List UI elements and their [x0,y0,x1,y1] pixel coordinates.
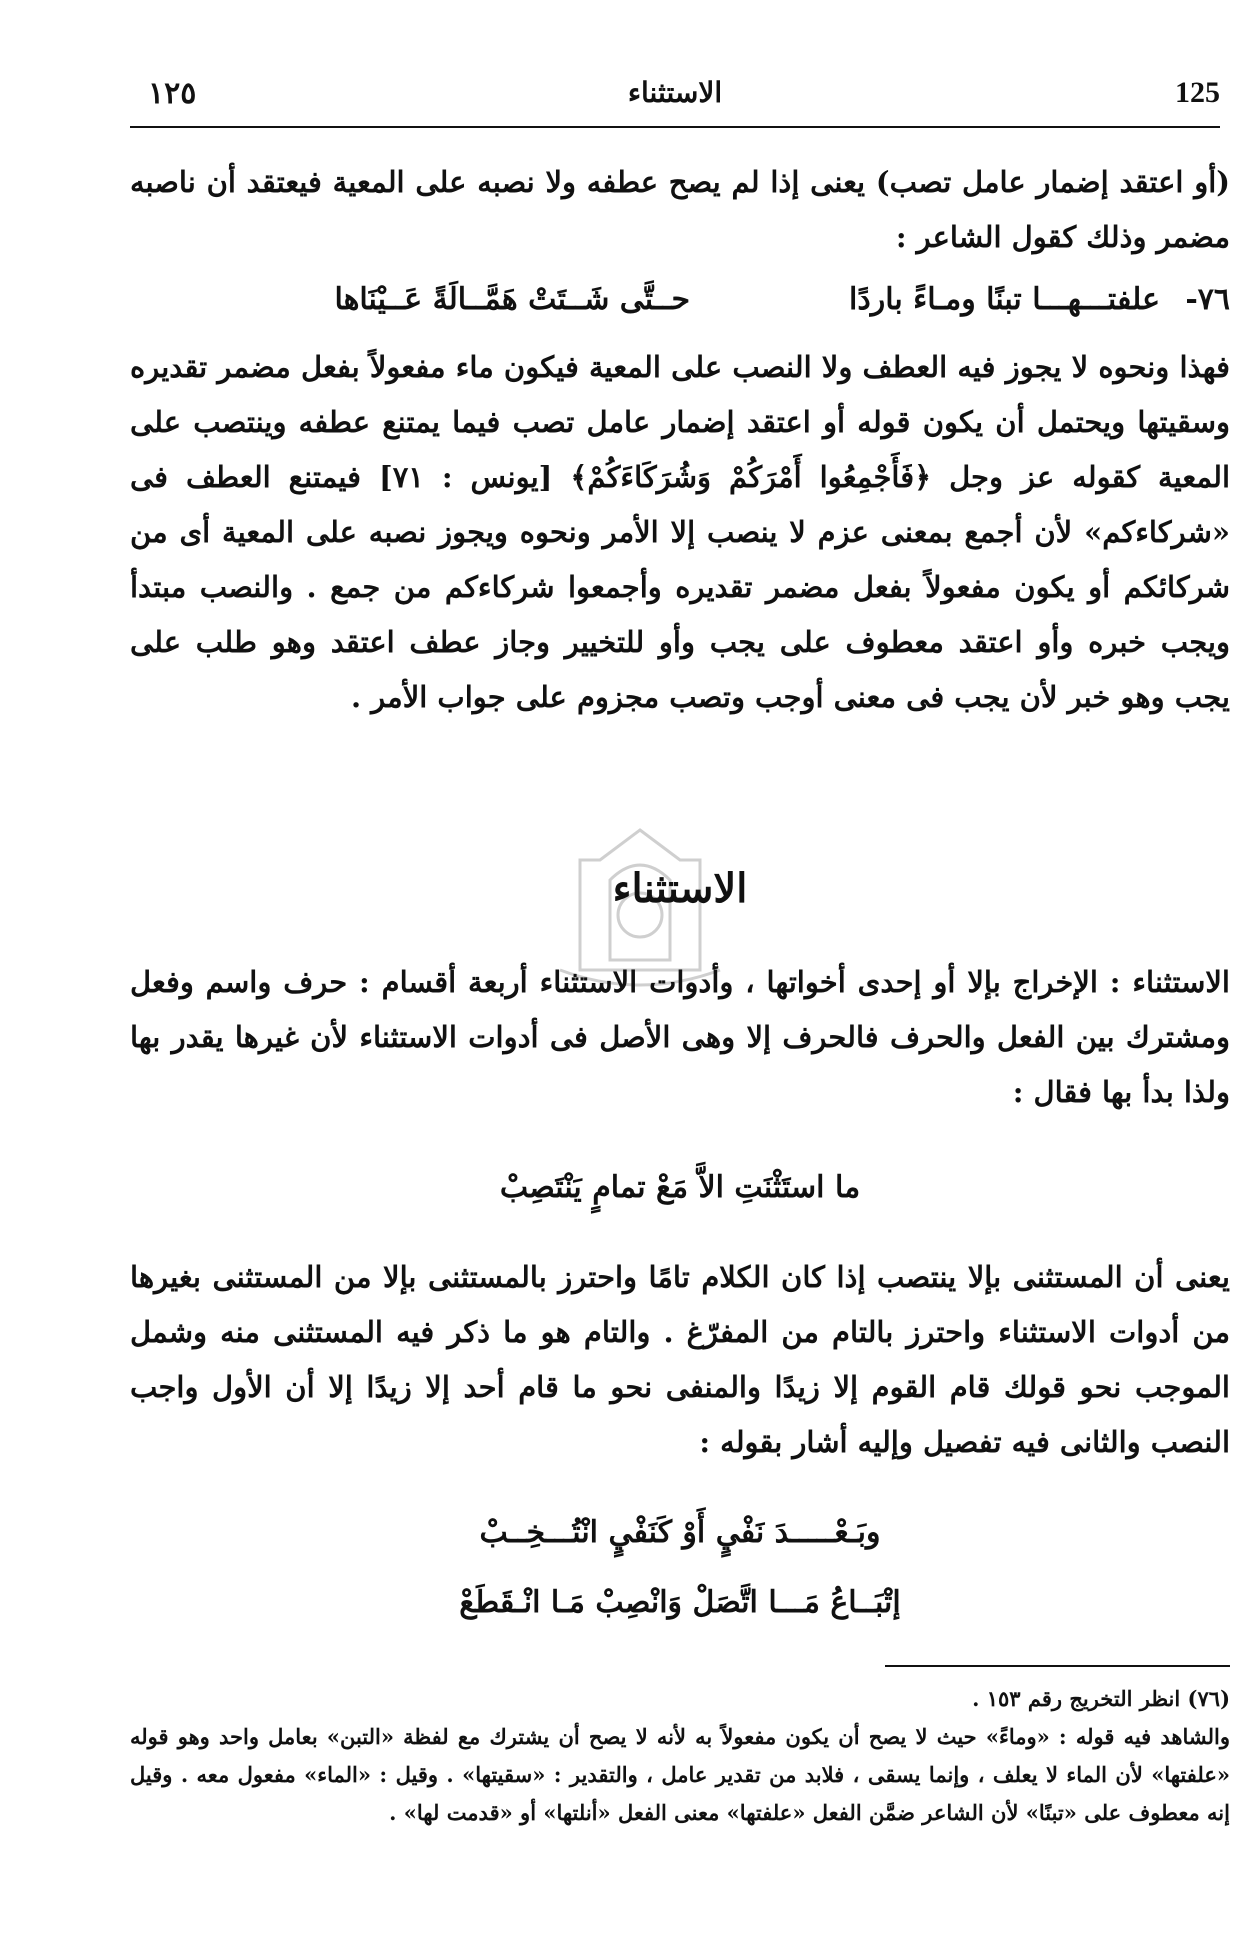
running-title: الاستثناء [627,76,723,109]
page-number-latin: 125 [1175,76,1220,109]
paragraph-1: (أو اعتقد إضمار عامل تصب) يعنى إذا لم يصح عطفه ولا نصبه على المعية فيعتقد أن ناصبه مضمر وذلك كقول الشاعر : [130,165,1230,254]
verse-line-2: وبَـعْـــــدَ نَفْيٍ أَوْ كَنَفْيٍ انْتُـــخِــبْ [479,1515,881,1550]
verse-number: ٧٦- [1185,282,1230,317]
verse-hemistich-1: علفتـــهـــا تبنًا ومـاءً باردًا [849,282,1160,317]
verse-hemistich-2: حــتَّى شَــتَتْ هَمَّــالَةً عَــيْنَاها [334,282,690,317]
footnote-reference: (٧٦) انظر التخريج رقم ١٥٣ . [972,1686,1230,1711]
paragraph-3: الاستثناء : الإخراج بإلا أو إحدى أخواتها ، وأدوات الاستثناء أربعة أقسام : حرف واسم وفعل ومشترك بين الفعل والحرف فالحرف إلا وهى الأصل فى أدوات الاستثناء لأن غيرها يقدر بها ولذا بدأ بها فقال : [130,965,1230,1109]
page-number-arabic: ١٢٥ [148,76,197,111]
section-title: الاستثناء [612,865,748,912]
footnotes [130,1680,1230,1832]
verse-76 [130,282,1230,332]
paragraph-4: يعنى أن المستثنى بإلا ينتصب إذا كان الكلام تامًا واحترز بالمستثنى بإلا من المستثنى بغيرها من أدوات الاستثناء واحترز بالتام من المفرّغ . والتام هو ما ذكر فيه المستثنى منه وشمل الموجب نحو قولك قام القوم إلا زيدًا والمنفى نحو ما قام أحد إلا زيدًا إلا أن الأول واجب النصب والثانى فيه تفصيل وإليه أشار بقوله : [130,1260,1230,1459]
page-header [130,70,1220,128]
verse-line-1: ما استَثْنَتِ الاَّ مَعْ تمامٍ يَنْتَصِبْ [499,1170,861,1205]
footnote-body: والشاهد فيه قوله : «وماءً» حيث لا يصح أن يكون مفعولاً به لأنه لا يصح أن يشترك مع لفظة «التبن» بعامل واحد وهو قوله «علفتها» لأن الماء لا يعلف ، وإنما يسقى ، فلابد من تقدير عامل ، والتقدير : «سقيتها» . وقيل : «الماء» مفعول معه . وقيل إنه معطوف على «تبنًا» لأن الشاعر ضمَّن الفعل «علفتها» معنى الفعل «أنلتها» أو «قدمت لها» . [130,1724,1230,1825]
footnote-divider [885,1665,1230,1667]
paragraph-2: فهذا ونحوه لا يجوز فيه العطف ولا النصب على المعية فيكون ماء مفعولاً بفعل مضمر تقديره وسقيتها ويحتمل أن يكون قوله أو اعتقد إضمار عامل تصب فيما يمتنع عطفه وينتصب على المعية كقوله عز وجل ﴿فَأَجْمِعُوا أَمْرَكُمْ وَشُرَكَاءَكُمْ﴾ [يونس : ٧١] فيمتنع العطف فى «شركاءكم» لأن أجمع بمعنى عزم لا ينصب إلا الأمر ونحوه ويجوز نصبه على المعية أى من شركائكم أو يكون مفعولاً بفعل مضمر تقديره وأجمعوا شركاءكم من جمع . والنصب مبتدأ ويجب خبره وأو اعتقد معطوف على يجب وأو للتخيير وجاز عطف اعتقد وهو طلب على يجب وهو خبر لأن يجب فى معنى أوجب وتصب مجزوم على جواب الأمر . [130,350,1230,714]
verse-line-3: إتْبَــاعُ مَـــا اتَّصَلْ وَانْصِبْ مَـا انْـقَطَعْ [459,1585,901,1620]
